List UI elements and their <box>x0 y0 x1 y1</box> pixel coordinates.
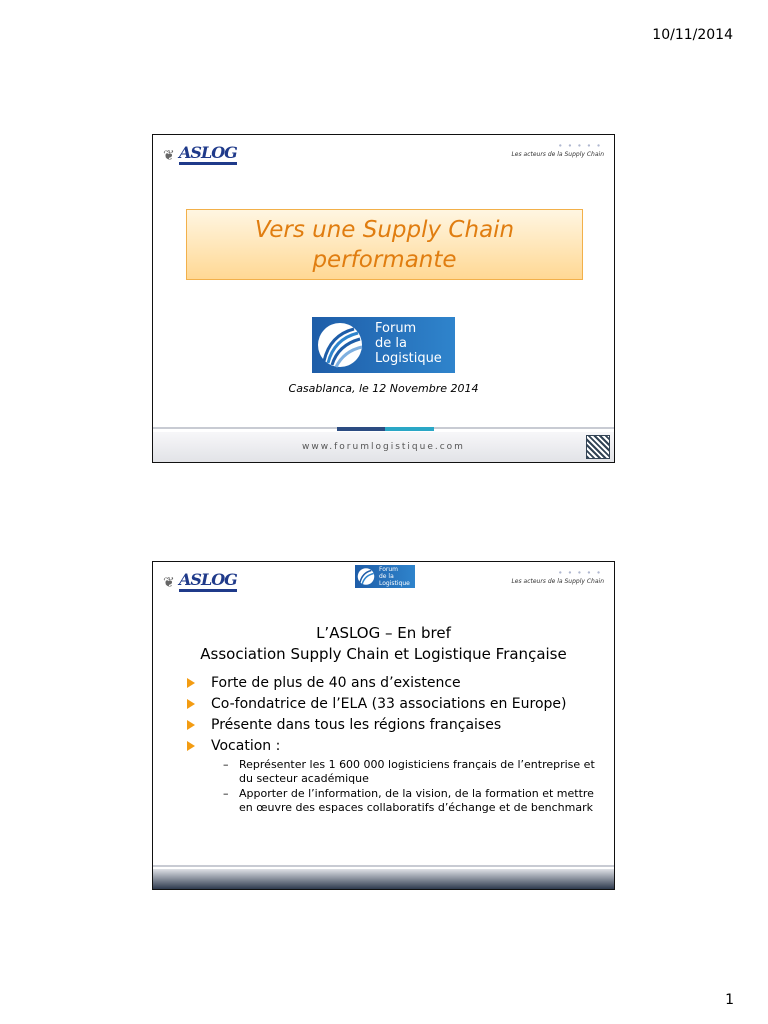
aslog-logo: ❦ ASLOG <box>163 570 237 591</box>
sub-list-item: – Apporter de l’information, de la vision, de la formation et mettre en œuvre des espaces collaboratifs d’échange et de benchmark <box>223 787 594 814</box>
qr-code-icon <box>586 435 610 459</box>
swoosh-icon <box>316 321 364 369</box>
tagline: Les acteurs de la Supply Chain <box>511 151 604 158</box>
bullet-list <box>187 673 607 815</box>
aslog-logo: ❦ ASLOG <box>163 143 237 164</box>
stars-decoration-icon: ∙ ∙ ∙ ∙ ∙ <box>557 568 602 577</box>
footer-url: www.forumlogistique.com <box>302 442 465 452</box>
list-item: Vocation : – Représenter les 1 600 000 logisticiens français de l’entreprise et du secteur académique – Apporter de l’information, de la vision, de la formation et mettre en œuvre des espaces collaboratifs d’échange et de benchmark <box>187 736 607 815</box>
slide-title: L’ASLOG – En bref Association Supply Chain et Logistique Française <box>200 624 567 663</box>
bullet-arrow-icon <box>187 741 195 751</box>
title-line-2: performante <box>312 247 457 273</box>
list-item: Présente dans tous les régions françaises <box>187 715 607 736</box>
stars-decoration-icon: ∙ ∙ ∙ ∙ ∙ <box>557 141 602 150</box>
title-box <box>186 209 583 280</box>
page-number: 1 <box>725 992 734 1008</box>
forum-logistique-logo: Forum de la Logistique <box>306 313 467 377</box>
bullet-arrow-icon <box>187 720 195 730</box>
sub-bullet-list <box>211 758 607 815</box>
tagline: Les acteurs de la Supply Chain <box>511 578 604 585</box>
sub-list-item: – Représenter les 1 600 000 logisticiens français de l’entreprise et du secteur académique <box>223 758 595 785</box>
bullet-arrow-icon <box>187 678 195 688</box>
leaf-icon: ❦ <box>163 575 175 591</box>
event-subtitle: Casablanca, le 12 Novembre 2014 <box>288 382 479 395</box>
footer-divider <box>153 865 614 867</box>
slide-2 <box>152 561 615 890</box>
leaf-icon: ❦ <box>163 148 175 164</box>
list-item: Co-fondatrice de l’ELA (33 associations en Europe) <box>187 694 607 715</box>
list-item: Forte de plus de 40 ans d’existence <box>187 673 607 694</box>
bullet-arrow-icon <box>187 699 195 709</box>
forum-logistique-logo-small: Forum de la Logistique <box>353 564 417 589</box>
page-date: 10/11/2014 <box>652 27 733 43</box>
swoosh-icon <box>357 567 375 586</box>
footer-band <box>153 869 614 889</box>
title-line-1: Vers une Supply Chain <box>254 217 515 243</box>
slide-1 <box>152 134 615 463</box>
